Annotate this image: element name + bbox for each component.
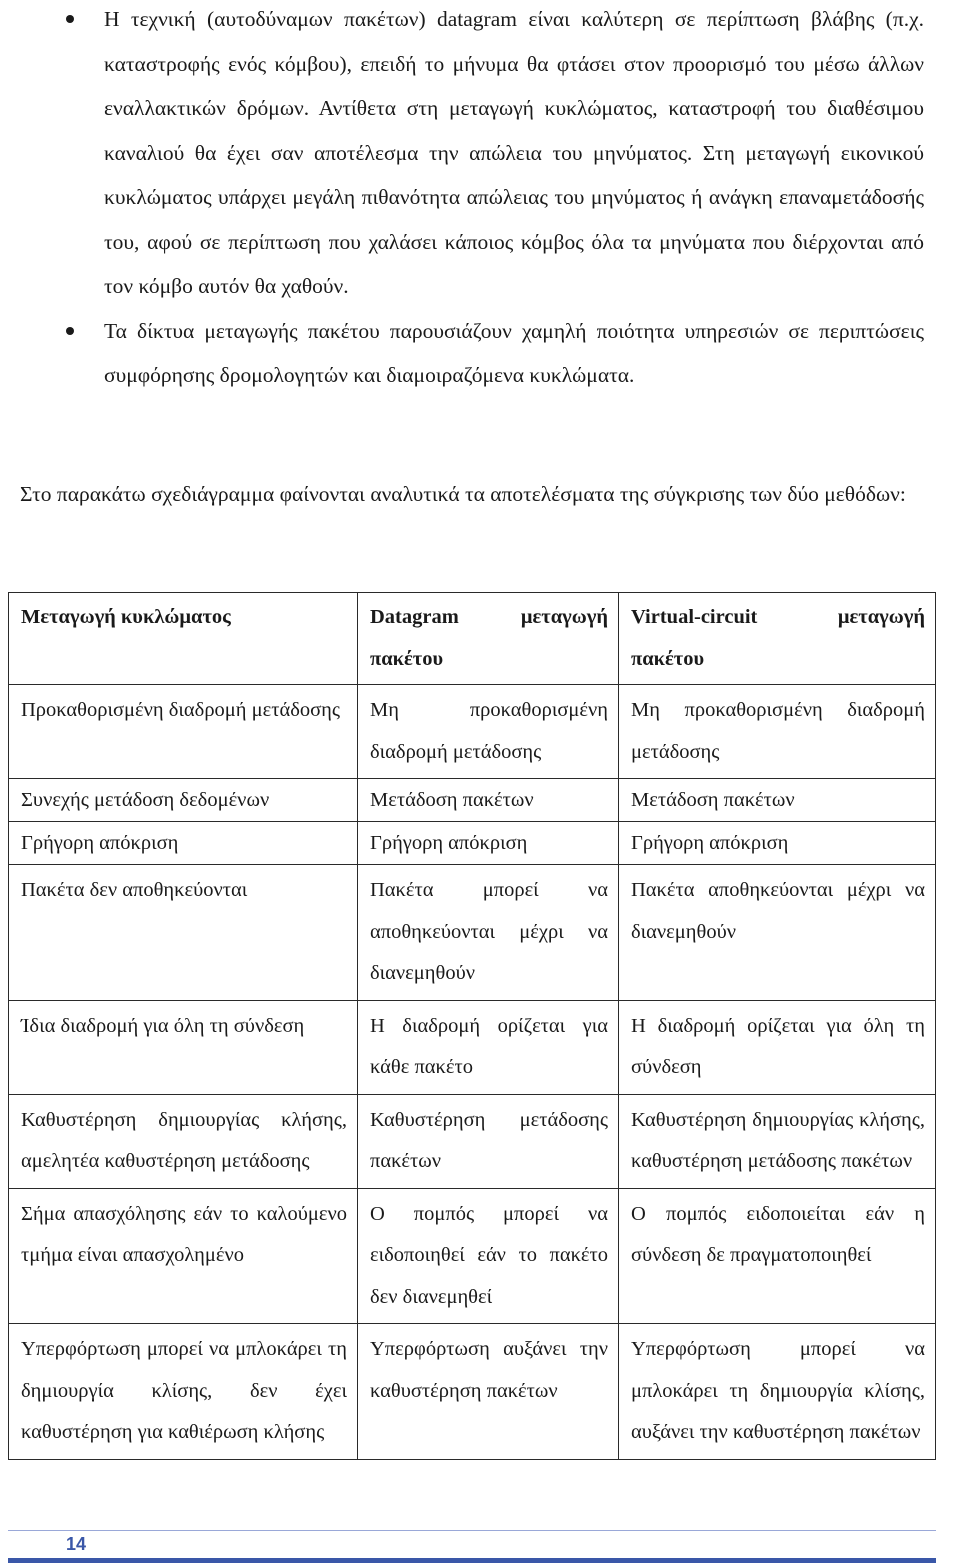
- table-cell: Υπερφόρτωση αυξάνει την καθυστέρηση πακέτων: [358, 1324, 619, 1460]
- table-cell: Μη προκαθορισμένη διαδρομή μετάδοσης: [358, 685, 619, 779]
- table-cell: Ίδια διαδρομή για όλη τη σύνδεση: [9, 1000, 358, 1094]
- table-row: [9, 685, 936, 779]
- table-cell: Μη προκαθορισμένη διαδρομή μετάδοσης: [619, 685, 936, 779]
- table-cell: Η διαδρομή ορίζεται για όλη τη σύνδεση: [619, 1000, 936, 1094]
- table-header-row: [9, 593, 936, 685]
- table-cell: Μετάδοση πακέτων: [358, 779, 619, 822]
- table-cell: Καθυστέρηση δημιουργίας κλήσης, αμελητέα καθυστέρηση μετάδοσης: [9, 1094, 358, 1188]
- table-cell: Πακέτα μπορεί να αποθηκεύονται μέχρι να διανεμηθούν: [358, 865, 619, 1001]
- table-cell: Καθυστέρηση δημιουργίας κλήσης, καθυστέρηση μετάδοσης πακέτων: [619, 1094, 936, 1188]
- bullet-item-quality-of-service: [0, 309, 960, 398]
- page-number: 14: [66, 1534, 87, 1554]
- comparison-table: [8, 592, 936, 1460]
- bullet-text: Τα δίκτυα μεταγωγής πακέτου παρουσιάζουν χαμηλή ποιότητα υπηρεσιών σε περιπτώσεις συμφόρησης δρομολογητών και διαμοιραζόμενα κυκλώματα.: [104, 318, 924, 387]
- table-cell: Πακέτα αποθηκεύονται μέχρι να διανεμηθούν: [619, 865, 936, 1001]
- bullet-list: [0, 0, 960, 398]
- table-cell: Μετάδοση πακέτων: [619, 779, 936, 822]
- table-cell: Γρήγορη απόκριση: [358, 822, 619, 865]
- header-datagram-switching: Datagram μεταγωγή πακέτου: [358, 593, 619, 685]
- header-virtual-circuit-switching: Virtual-circuit μεταγωγή πακέτου: [619, 593, 936, 685]
- comparison-table-wrapper: [8, 592, 935, 1460]
- table-row: [9, 1188, 936, 1324]
- header-circuit-switching: Μεταγωγή κυκλώματος: [9, 593, 358, 685]
- table-cell: Προκαθορισμένη διαδρομή μετάδοσης: [9, 685, 358, 779]
- table-row: [9, 822, 936, 865]
- bullet-text: Η τεχνική (αυτοδύναμων πακέτων) datagram είναι καλύτερη σε περίπτωση βλάβης (π.χ. καταστροφής ενός κόμβου), επειδή το μήνυμα θα φτάσει στον προορισμό του μέσω άλλων εναλλακτικών δρόμων. Αντίθετα στη μεταγωγή κυκλώματος, καταστροφή του διαθέσιμου καναλιού θα έχει σαν αποτέλεσμα την απώλεια του μηνύματος. Στη μεταγωγή εικονικού κυκλώματος υπάρχει μεγάλη πιθανότητα απώλειας του μηνύματος ή ανάγκη επαναμετάδοσής του, αφού σε περίπτωση που χαλάσει κάποιος κόμβος όλα τα μηνύματα που διέρχονται από τον κόμβο αυτόν θα χαθούν.: [104, 7, 924, 298]
- intro-paragraph: Στο παρακάτω σχεδιάγραμμα φαίνονται αναλυτικά τα αποτελέσματα της σύγκρισης των δύο μεθόδων:: [20, 482, 906, 506]
- table-row: [9, 1094, 936, 1188]
- table-cell: Συνεχής μετάδοση δεδομένων: [9, 779, 358, 822]
- table-cell: Υπερφόρτωση μπορεί να μπλοκάρει τη δημιουργία κλίσης, αυξάνει την καθυστέρηση πακέτων: [619, 1324, 936, 1460]
- table-row: [9, 1324, 936, 1460]
- table-cell: Καθυστέρηση μετάδοσης πακέτων: [358, 1094, 619, 1188]
- table-cell: Πακέτα δεν αποθηκεύονται: [9, 865, 358, 1001]
- bullet-dot-icon: [66, 327, 74, 335]
- bullet-item-fault-tolerance: [0, 0, 960, 309]
- table-cell: Η διαδρομή ορίζεται για κάθε πακέτο: [358, 1000, 619, 1094]
- table-cell: Υπερφόρτωση μπορεί να μπλοκάρει τη δημιουργία κλίσης, δεν έχει καθυστέρηση για καθιέρωση κλήσης: [9, 1324, 358, 1460]
- table-cell: Ο πομπός ειδοποιείται εάν η σύνδεση δε πραγματοποιηθεί: [619, 1188, 936, 1324]
- table-cell: Γρήγορη απόκριση: [9, 822, 358, 865]
- bullet-dot-icon: [66, 15, 74, 23]
- footer-divider-thick: [8, 1558, 936, 1563]
- table-cell: Σήμα απασχόλησης εάν το καλούμενο τμήμα είναι απασχολημένο: [9, 1188, 358, 1324]
- table-cell: Γρήγορη απόκριση: [619, 822, 936, 865]
- table-cell: Ο πομπός μπορεί να ειδοποιηθεί εάν το πακέτο δεν διανεμηθεί: [358, 1188, 619, 1324]
- table-row: [9, 865, 936, 1001]
- table-row: [9, 1000, 936, 1094]
- footer-divider-thin: [8, 1530, 936, 1531]
- table-row: [9, 779, 936, 822]
